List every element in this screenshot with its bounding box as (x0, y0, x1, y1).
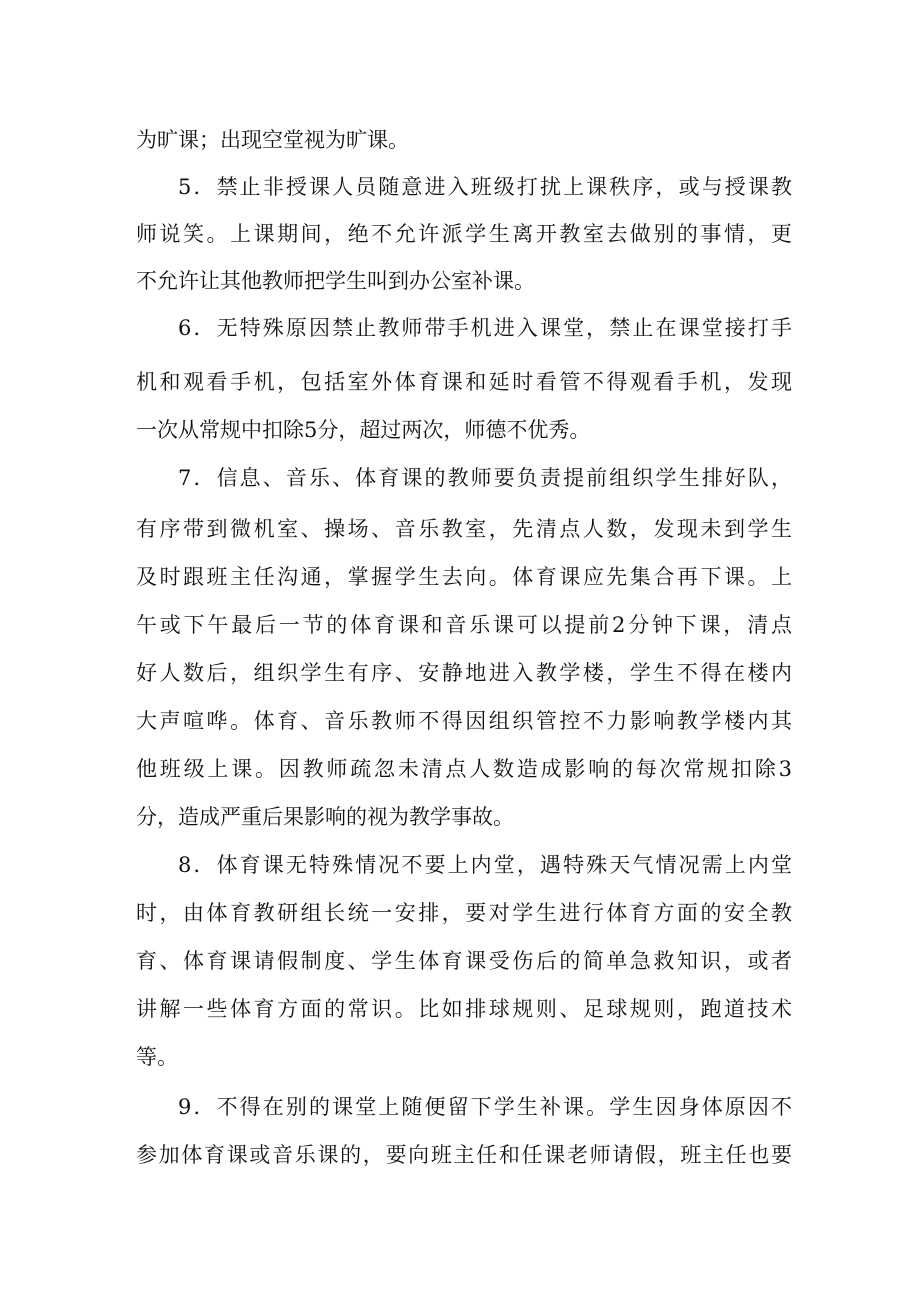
text-line: 参加体育课或音乐课的，要向班主任和任课老师请假，班主任也要 (136, 1143, 792, 1167)
text-line: 及时跟班主任沟通，掌握学生去向。体育课应先集合再下课。上 (136, 565, 792, 589)
paragraph-6-line: 6．无特殊原因禁止教师带手机进入课堂，禁止在课堂接打手 (178, 316, 792, 340)
text-line: 为旷课；出现空堂视为旷课。 (136, 128, 409, 152)
text-line: 等。 (136, 1045, 178, 1069)
paragraph-5-line: 5．禁止非授课人员随意进入班级打扰上课秩序，或与授课教 (178, 175, 792, 199)
text-line: 有序带到微机室、操场、音乐教室，先清点人数，发现未到学生 (136, 517, 792, 541)
paragraph-7-line: 7．信息、音乐、体育课的教师要负责提前组织学生排好队， (178, 466, 792, 490)
paragraph-8-line: 8．体育课无特殊情况不要上内堂，遇特殊天气情况需上内堂 (178, 853, 792, 877)
text-line: 分，造成严重后果影响的视为教学事故。 (136, 805, 514, 829)
text-line: 育、体育课请假制度、学生体育课受伤后的简单急救知识，或者 (136, 949, 792, 973)
text-line: 机和观看手机，包括室外体育课和延时看管不得观看手机，发现 (136, 370, 792, 394)
text-line: 他班级上课。因教师疏忽未清点人数造成影响的每次常规扣除3 (136, 757, 792, 781)
text-line: 时，由体育教研组长统一安排，要对学生进行体育方面的安全教 (136, 901, 792, 925)
paragraph-9-line: 9．不得在别的课堂上随便留下学生补课。学生因身体原因不 (178, 1095, 792, 1119)
text-line: 讲解一些体育方面的常识。比如排球规则、足球规则，跑道技术 (136, 997, 792, 1021)
text-line: 午或下午最后一节的体育课和音乐课可以提前2分钟下课，清点 (136, 613, 792, 637)
text-line: 不允许让其他教师把学生叫到办公室补课。 (136, 269, 535, 293)
text-line: 大声喧哗。体育、音乐教师不得因组织管控不力影响教学楼内其 (136, 709, 792, 733)
text-line: 好人数后，组织学生有序、安静地进入教学楼，学生不得在楼内 (136, 661, 792, 685)
text-line: 一次从常规中扣除5分，超过两次，师德不优秀。 (136, 418, 591, 442)
text-line: 师说笑。上课期间，绝不允许派学生离开教室去做别的事情，更 (136, 222, 792, 246)
